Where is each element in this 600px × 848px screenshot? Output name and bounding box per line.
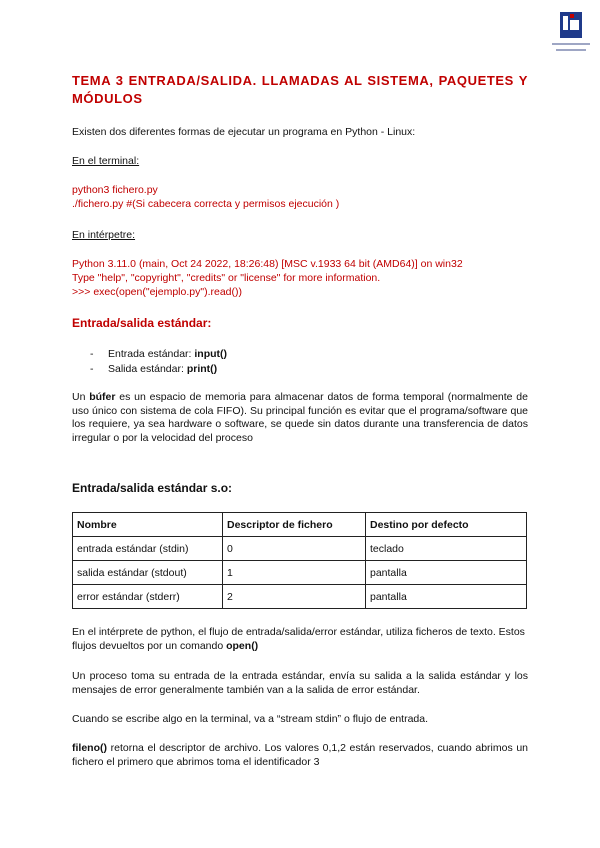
page-title: TEMA 3 ENTRADA/SALIDA. LLAMADAS AL SISTEMA, PAQUETES Y MÓDULOS [72,73,528,106]
interpreter-line-3: >>> exec(open("ejemplo.py").read()) [72,286,242,298]
so-io-heading: Entrada/salida estándar s.o: [72,481,233,495]
logo-text-line [552,43,590,45]
table-cell: pantalla [366,561,527,585]
col-header-name: Nombre [73,513,223,537]
std-io-heading: Entrada/salida estándar: [72,316,212,330]
terminal-command-2: ./fichero.py #(Si cabecera correcta y permisos ejecución ) [72,198,340,210]
table-cell: salida estándar (stdout) [73,561,223,585]
interpreter-heading: En intérpetre: [72,229,136,241]
std-streams-table [72,512,527,609]
table-cell: entrada estándar (stdin) [73,537,223,561]
interprete-paragraph: En el intérprete de python, el flujo de entrada/salida/error estándar, utiliza ficheros de texto. Estos flujos devueltos por un comando open() [72,626,525,652]
bullet-label: Entrada estándar: [108,348,195,360]
table-row [73,561,527,585]
stream-paragraph: Cuando se escribe algo en la terminal, va a “stream stdin” o flujo de entrada. [72,713,429,725]
table-cell: pantalla [366,585,527,609]
col-header-descriptor: Descriptor de fichero [223,513,366,537]
terminal-heading: En el terminal: [72,155,140,167]
buffer-paragraph: Un búfer es un espacio de memoria para almacenar datos de forma temporal (normalmente de uso único con sistema de cola FIFO). Su principal función es evitar que el programa/software que los requiere, ya sea hardware o software, se quede sin datos durante una transferencia de datos irregular o por la velocidad del proceso [72,391,528,444]
bullet-code: input() [194,348,228,360]
table-cell: error estándar (stderr) [73,585,223,609]
logo-emblem-icon [560,12,582,38]
table-row [73,537,527,561]
interpreter-line-1: Python 3.11.0 (main, Oct 24 2022, 18:26:48) [MSC v.1933 64 bit (AMD64)] on win32 [72,258,463,270]
table-cell: 0 [223,537,366,561]
proceso-paragraph: Un proceso toma su entrada de la entrada estándar, envía su salida a la salida estándar y los mensajes de error generalmente también van a la salida de error estándar. [72,670,528,696]
terminal-command-1: python3 fichero.py [72,184,158,196]
interpreter-line-2: Type "help", "copyright", "credits" or "license" for more information. [72,272,381,284]
bullet-label: Salida estándar: [108,363,187,375]
table-cell: teclado [366,537,527,561]
fileno-paragraph: fileno() retorna el descriptor de archivo. Los valores 0,1,2 están reservados, cuando abrimos un fichero el primero que abrimos toma el identificador 3 [72,742,528,768]
table-cell: 2 [223,585,366,609]
university-logo [552,12,590,56]
table-row [73,585,527,609]
logo-text-line [556,49,586,51]
bullet-code: print() [186,363,218,375]
table-cell: 1 [223,561,366,585]
intro-paragraph: Existen dos diferentes formas de ejecutar un programa en Python - Linux: [72,126,416,138]
list-item: - Salida estándar: print() [90,363,218,375]
col-header-destination: Destino por defecto [366,513,527,537]
list-item: - Entrada estándar: input() [90,348,228,360]
table-header-row [73,513,527,537]
